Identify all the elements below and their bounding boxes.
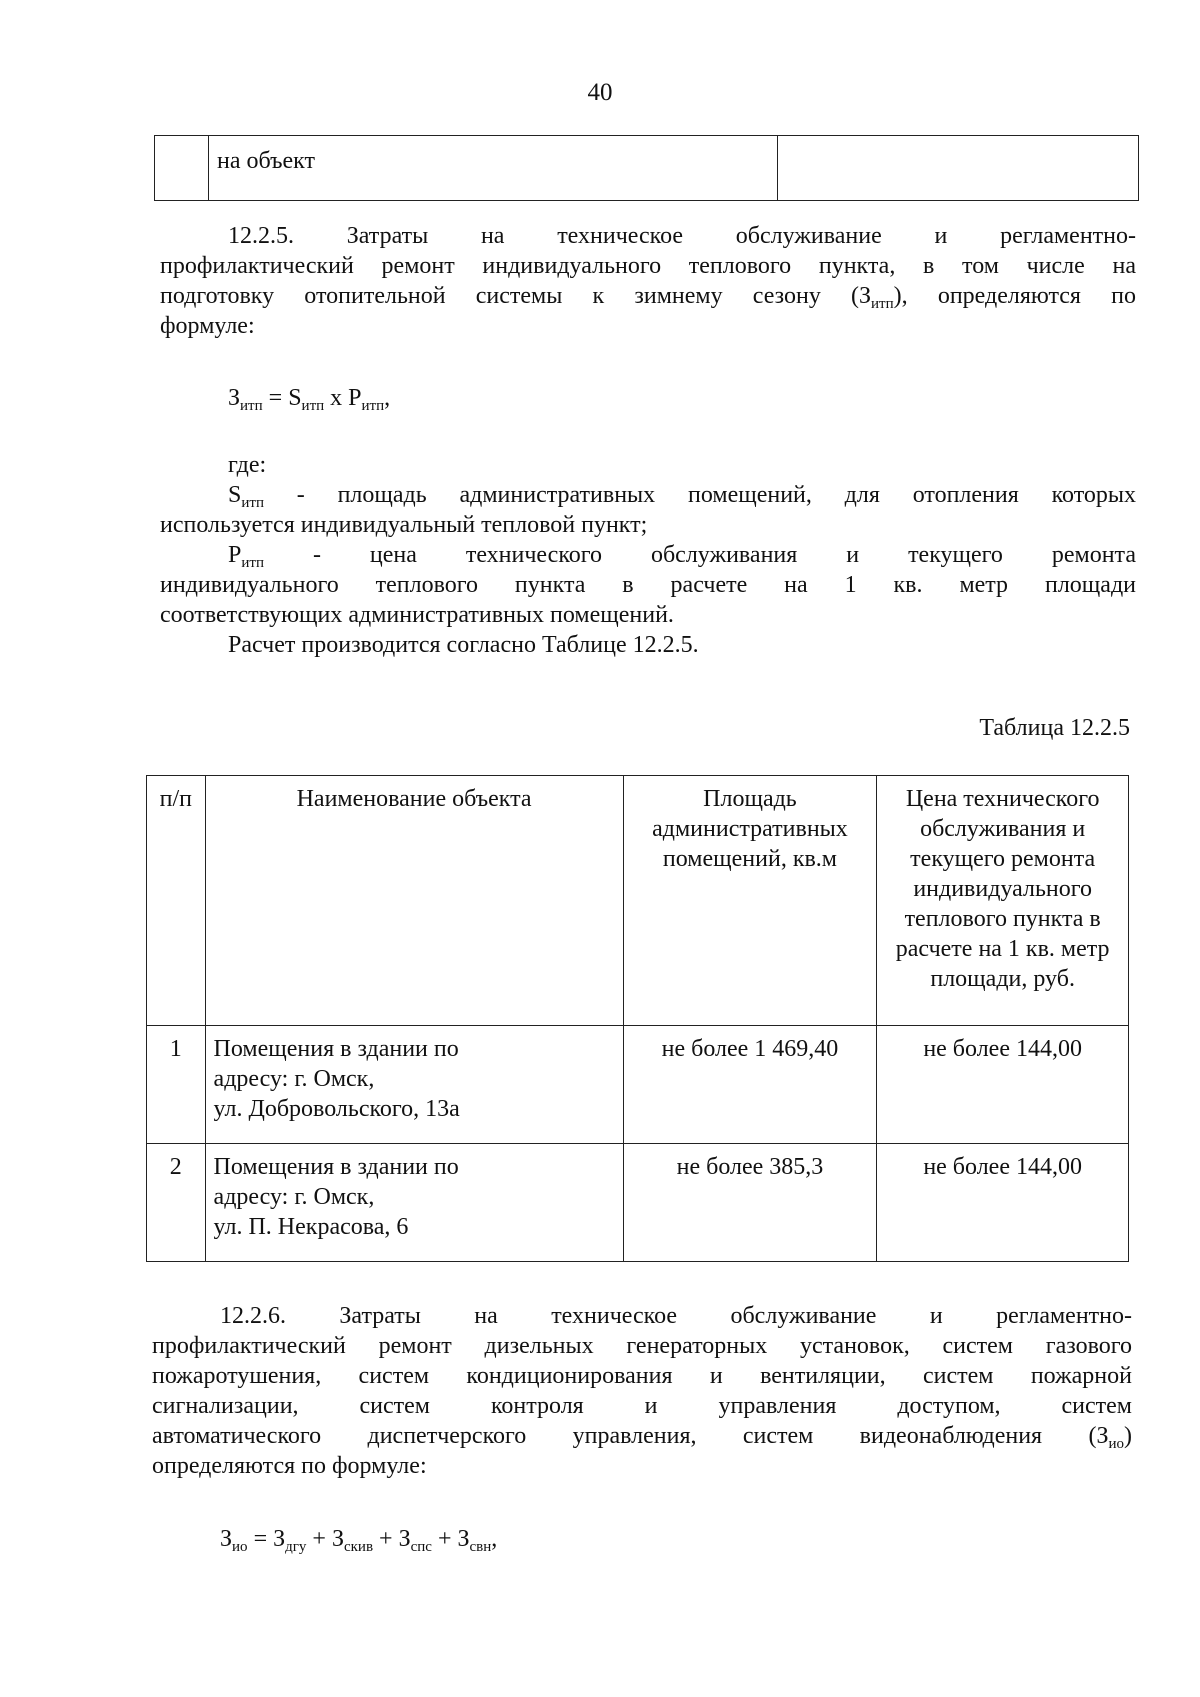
cost-table [146, 775, 1129, 1262]
row-price: не более 144,00 [877, 1026, 1129, 1144]
text-line: подготовку отопительной системы к зимнему сезону $(З_{итп})$, определяются по [160, 283, 1136, 312]
formula-zio: $З_{ио} = З_{дгу} + З_{скив} + З_{спс} + З_{свн}$, [220, 1526, 498, 1555]
table-row [147, 1144, 1129, 1262]
where-label: где: [228, 452, 267, 478]
text-line: определяются по формуле: [152, 1453, 427, 1479]
row-num: 2 [147, 1144, 206, 1262]
header-name: Наименование объекта [205, 776, 623, 1026]
text-line: индивидуального теплового пункта в расчете на 1 кв. метр площади [160, 572, 1136, 598]
header-price: Цена технического обслуживания и текущего ремонта индивидуального теплового пункта в расчете на 1 кв. метр площади, руб. [877, 776, 1129, 1026]
text-line: 12.2.5. Затраты на техническое обслуживание и регламентно- [228, 223, 1136, 249]
table-cell [155, 136, 209, 201]
text-line: используется индивидуальный тепловой пункт; [160, 512, 648, 538]
section-12-2-5 [160, 221, 1136, 341]
text-line: соответствующих административных помещений. [160, 602, 674, 628]
text-line: $P_{итп}$ - цена технического обслуживания и текущего ремонта [228, 542, 1136, 571]
table-caption: Таблица 12.2.5 [979, 715, 1130, 741]
text-line: формуле: [160, 313, 255, 339]
formula-zitp: $З_{итп} = S_{итп}$ x $P_{итп}$, [228, 385, 391, 414]
text-line: пожаротушения, систем кондиционирования и вентиляции, систем пожарной [152, 1363, 1132, 1389]
page-number: 40 [587, 79, 613, 106]
text-line: сигнализации, систем контроля и управления доступом, систем [152, 1393, 1132, 1419]
row-area: не более 385,3 [623, 1144, 877, 1262]
text-line: профилактический ремонт индивидуального теплового пункта, в том числе на [160, 253, 1136, 279]
row-name: Помещения в здании по адресу: г. Омск, ул. Добровольского, 13а [205, 1026, 623, 1144]
continuation-table [154, 135, 1139, 201]
row-num: 1 [147, 1026, 206, 1144]
text-line: $S_{итп}$ - площадь административных помещений, для отопления которых [228, 482, 1136, 511]
header-area: Площадь административных помещений, кв.м [623, 776, 877, 1026]
row-name: Помещения в здании по адресу: г. Омск, ул. П. Некрасова, 6 [205, 1144, 623, 1262]
header-num: п/п [147, 776, 206, 1026]
row-area: не более 1 469,40 [623, 1026, 877, 1144]
text-line: автоматического диспетчерского управления, систем видеонаблюдения $(З_{ио})$ [152, 1423, 1132, 1452]
section-12-2-6 [152, 1301, 1132, 1481]
table-header-row [147, 776, 1129, 1026]
text-line: профилактический ремонт дизельных генераторных установок, систем газового [152, 1333, 1132, 1359]
table-cell [778, 136, 1139, 201]
text-line: Расчет производится согласно Таблице 12.2.5. [228, 632, 699, 658]
row-price: не более 144,00 [877, 1144, 1129, 1262]
table-row [147, 1026, 1129, 1144]
table-row [155, 136, 1139, 201]
definitions [160, 450, 1136, 660]
table-cell: на объект [209, 136, 778, 201]
text-line: 12.2.6. Затраты на техническое обслуживание и регламентно- [220, 1303, 1132, 1329]
